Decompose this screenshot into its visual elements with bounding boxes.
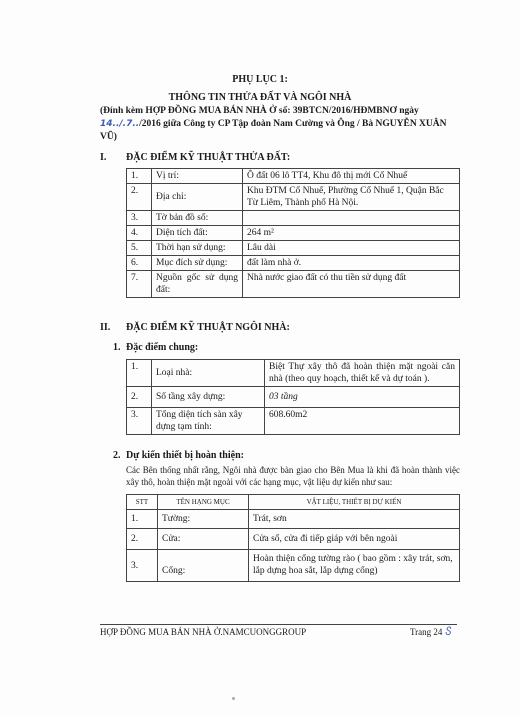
attachment-line-3: VŨ) <box>100 132 117 142</box>
page-number: Trang 24 <box>410 627 443 637</box>
row-material: Hoàn thiện cổng tường rào ( bao gồm : xây trát, sơn, lắp dựng hoa sắt, lắp dựng cổng) <box>249 550 460 582</box>
row-number: 3. <box>127 211 152 226</box>
table-row <box>127 408 460 435</box>
row-number: 3. <box>127 550 158 582</box>
row-number: 5. <box>127 241 152 256</box>
row-value: Biệt Thự xây thô đã hoàn thiện mặt ngoài căn nhà (theo quy hoạch, thiết kế và dự toán ). <box>265 360 460 387</box>
scan-speck <box>232 697 235 700</box>
footer-divider <box>100 624 457 625</box>
row-number: 2. <box>127 387 152 408</box>
header-material: VẬT LIỆU, THIẾT BỊ DỰ KIẾN <box>249 495 460 510</box>
subsection-2-title: Dự kiến thiết bị hoàn thiện: <box>126 450 244 461</box>
attachment-line-2 <box>100 118 460 131</box>
row-label: Thời hạn sử dụng: <box>152 241 243 256</box>
row-label: Địa chỉ: <box>152 184 243 211</box>
row-material: Cửa sổ, cửa đi tiếp giáp với bên ngoài <box>249 529 460 550</box>
row-value: 264 m² <box>243 226 460 241</box>
house-general-table <box>126 359 460 435</box>
row-material: Trát, sơn <box>249 510 460 529</box>
row-item: Cổng: <box>158 550 249 582</box>
table-header-row <box>127 495 460 510</box>
row-number: 6. <box>127 256 152 271</box>
table-row <box>127 241 460 256</box>
finishing-table <box>126 494 460 582</box>
row-label: Số tầng xây dựng: <box>152 387 265 408</box>
table-row <box>127 510 460 529</box>
table-row <box>127 211 460 226</box>
table-row <box>127 169 460 184</box>
appendix-title: THÔNG TIN THỬA ĐẤT VÀ NGÔI NHÀ <box>168 92 352 103</box>
row-number: 4. <box>127 226 152 241</box>
handwritten-page-mark: Ⴝ <box>444 627 451 638</box>
row-number: 7. <box>127 271 152 298</box>
row-label: Tờ bản đồ số: <box>152 211 243 226</box>
row-value: Khu ĐTM Cổ Nhuế, Phường Cổ Nhuế 1, Quận Bắc Từ Liêm, Thành phố Hà Nội. <box>243 184 460 211</box>
row-value: Nhà nước giao đất có thu tiền sử dụng đất <box>243 271 460 298</box>
row-number: 1. <box>127 169 152 184</box>
row-number: 1. <box>127 510 158 529</box>
section-2-title: ĐẶC ĐIỂM KỸ THUẬT NGÔI NHÀ: <box>126 322 290 333</box>
table-row <box>127 184 460 211</box>
table-row <box>127 387 460 408</box>
header-stt: STT <box>127 495 158 510</box>
attachment-note <box>100 105 460 144</box>
row-item: Cửa: <box>158 529 249 550</box>
table-row <box>127 360 460 387</box>
row-value: đất làm nhà ở. <box>243 256 460 271</box>
row-value: 03 tầng <box>265 387 460 408</box>
row-value <box>243 211 460 226</box>
row-item: Tường: <box>158 510 249 529</box>
table-row <box>127 550 460 582</box>
footer-page <box>410 627 451 638</box>
subsection-1-title: Đặc điểm chung: <box>126 342 199 353</box>
section-1-number: I. <box>100 152 107 163</box>
handwritten-date: 14../.7.. <box>100 119 140 129</box>
footer-left: HỢP ĐỒNG MUA BÁN NHÀ Ở.NAMCUONGGROUP <box>100 627 307 637</box>
land-info-table <box>126 168 460 298</box>
row-value: Lâu dài <box>243 241 460 256</box>
row-value: 608.60m2 <box>265 408 460 435</box>
row-label: Loại nhà: <box>152 360 265 387</box>
row-label: Nguồn gốc sử dụng đất: <box>152 271 243 298</box>
subsection-2-number: 2. <box>113 450 121 461</box>
attachment-line-1: (Đính kèm HỢP ĐỒNG MUA BÁN NHÀ Ở số: 39BTCN/2016/HĐMBNƠ ngày <box>100 106 419 116</box>
table-row <box>127 529 460 550</box>
header-item: TÊN HẠNG MỤC <box>158 495 249 510</box>
table-row <box>127 271 460 298</box>
row-label: Vị trí: <box>152 169 243 184</box>
row-number: 1. <box>127 360 152 387</box>
row-number: 2. <box>127 529 158 550</box>
row-number: 3. <box>127 408 152 435</box>
row-label: Mục đích sử dụng: <box>152 256 243 271</box>
appendix-label: PHỤ LỤC 1: <box>232 74 288 85</box>
section-2-number: II. <box>100 322 111 333</box>
subsection-1-number: 1. <box>113 342 121 353</box>
attachment-line-2-text: /2016 giữa Công ty CP Tập đoàn Nam Cường và Ông / Bà NGUYỄN XUÂN <box>139 119 447 129</box>
row-label: Tổng diện tích sàn xây dựng tạm tính: <box>152 408 265 435</box>
row-value: Ô đất 06 lô TT4, Khu đô thị mới Cổ Nhuế <box>243 169 460 184</box>
section-1-title: ĐẶC ĐIỂM KỸ THUẬT THỬA ĐẤT: <box>126 152 291 163</box>
table-row <box>127 226 460 241</box>
table-row <box>127 256 460 271</box>
row-number: 2. <box>127 184 152 211</box>
row-label: Diện tích đất: <box>152 226 243 241</box>
finishing-intro: Các Bên thống nhất rằng, Ngôi nhà được bàn giao cho Bên Mua là khi đã hoàn thành việc xây thô, hoàn thiện mặt ngoài với các hạng mục, vật liệu dự kiến như sau: <box>126 465 460 487</box>
